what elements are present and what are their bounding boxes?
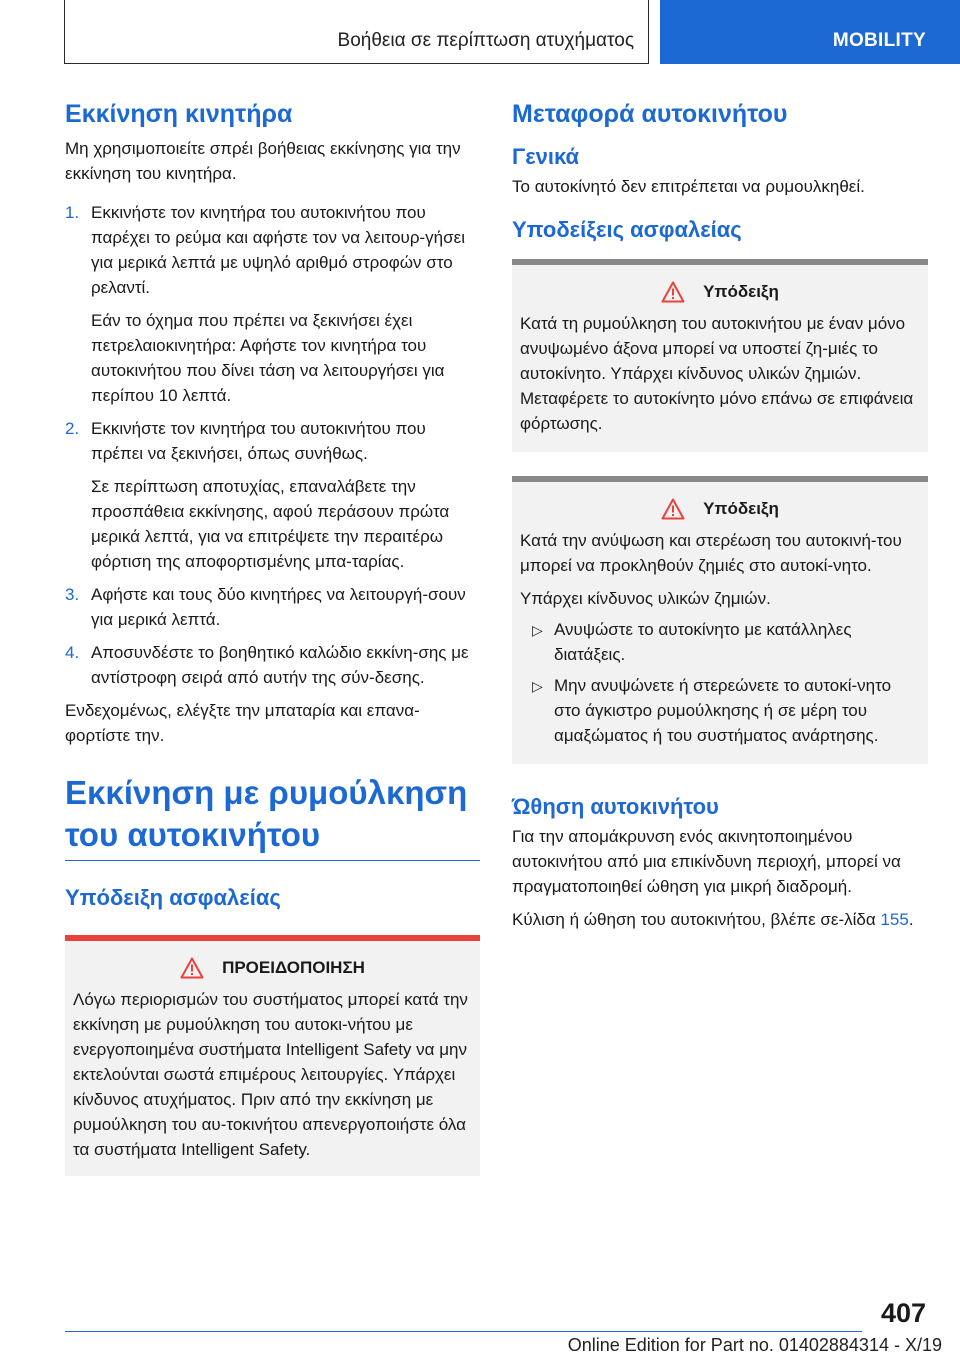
bullet-item	[520, 617, 920, 667]
warning-text: Λόγω περιορισμών του συστήματος μπορεί κατά την εκκίνηση με ρυμούλκηση του αυτοκι-νήτου με ενεργοποιημένα συστήματα Intelligent Safety να μην εκτελούνται σωστά επιμέρους λειτουργίες. Υπάρχει κίνδυνος ατυχήματος. Πριν από την εκκίνηση με ρυμούλκηση του αυ-τοκινήτου απενεργοποιήστε όλα τα συστήματα Intelligent Safety.	[73, 990, 468, 1159]
note-text-2: Υπάρχει κίνδυνος υλικών ζημιών.	[520, 589, 771, 608]
step-extra: Εάν το όχημα που πρέπει να ξεκινήσει έχει πετρελαιοκινητήρα: Αφήστε τον κινητήρα του αυτοκινήτου που δίνει τάση να λειτουργήσει για περίπου 10 λεπτά.	[91, 311, 445, 405]
tow-start-safety-heading: Υπόδειξη ασφαλείας	[65, 885, 281, 910]
step-item	[65, 582, 480, 632]
bullet-text: Μην ανυψώνετε ή στερεώνετε το αυτοκί-νητο στο άγκιστρο ρυμούλκησης ή σε μέρη του αμαξώματος ή του συστήματος ανάρτησης.	[554, 676, 892, 745]
general-heading: Γενικά	[512, 144, 580, 169]
step-item	[65, 416, 480, 574]
warning-label: ΠΡΟΕΙΔΟΠΟΙΗΣΗ	[222, 958, 365, 977]
warning-box	[65, 935, 480, 1176]
note-label: Υπόδειξη	[703, 282, 779, 301]
safety-heading: Υποδείξεις ασφαλείας	[512, 217, 742, 242]
push-heading: Ώθηση αυτοκινήτου	[512, 794, 719, 819]
warning-triangle-icon	[180, 957, 204, 979]
note-box-2	[512, 476, 928, 764]
step-item	[65, 200, 480, 408]
warning-header	[73, 957, 472, 979]
step-number: 2.	[65, 419, 80, 438]
warning-triangle-icon	[661, 281, 685, 303]
header-chapter-box	[64, 0, 649, 64]
step-item	[65, 640, 480, 690]
bullet-item	[520, 673, 920, 748]
step-text: Εκκινήστε τον κινητήρα του αυτοκινήτου που παρέχει το ρεύμα και αφήστε τον να λειτουρ-γήσει για μερικά λεπτά με υψηλό αριθμό στροφών στο ρελαντί.	[91, 203, 465, 297]
step-text: Αποσυνδέστε το βοηθητικό καλώδιο εκκίνη-σης με αντίστροφη σειρά από αυτήν της σύν-δεσης.	[91, 643, 469, 687]
footer-rule	[65, 1331, 862, 1332]
start-engine-steps	[65, 200, 480, 690]
push-text-2-suffix: .	[908, 910, 914, 929]
page-ref-link[interactable]: 155	[880, 910, 909, 929]
section-tab	[660, 0, 960, 64]
section-tab-label: MOBILITY	[832, 30, 926, 51]
warning-triangle-icon	[661, 498, 685, 520]
tow-start-heading-block	[65, 772, 480, 861]
chapter-title: Βοήθεια σε περίπτωση ατυχήματος	[337, 30, 634, 51]
triangle-right-icon: ▷	[532, 678, 543, 694]
push-text: Για την απομάκρυνση ενός ακινητοποιημένου αυτοκινήτου από μια επικίνδυνη περιοχή, μπορεί να πραγματοποιηθεί ώθηση για μικρή διαδρομή.	[512, 827, 901, 896]
general-text: Το αυτοκίνητό δεν επιτρέπεται να ρυμουλκηθεί.	[512, 177, 865, 196]
edition-text: Online Edition for Part no. 01402884314 - X/19	[567, 1335, 942, 1355]
step-extra: Σε περίπτωση αποτυχίας, επαναλάβετε την προσπάθεια εκκίνησης, αφού περάσουν πρώτα μερικά λεπτά, για να επιτρέψετε την περαιτέρω φόρτιση της αποφορτισμένης μπα-ταρίας.	[91, 477, 450, 571]
page-number: 407	[880, 1298, 926, 1328]
note-box-1	[512, 259, 928, 452]
tow-start-heading: Εκκίνηση με ρυμούλκηση του αυτοκινήτου	[65, 774, 468, 853]
note-header	[520, 498, 920, 520]
note-text: Κατά την ανύψωση και στερέωση του αυτοκινή-του μπορεί να προκληθούν ζημιές στο αυτοκί-νητο.	[520, 531, 902, 575]
start-engine-intro: Μη χρησιμοποιείτε σπρέι βοήθειας εκκίνησης για την εκκίνηση του κινητήρα.	[65, 139, 461, 183]
start-engine-outro: Ενδεχομένως, ελέγξτε την μπαταρία και επανα-φορτίστε την.	[65, 701, 420, 745]
note-label: Υπόδειξη	[703, 499, 779, 518]
bullet-text: Ανυψώστε το αυτοκίνητο με κατάλληλες διατάξεις.	[554, 620, 852, 664]
note-bullets	[520, 617, 920, 748]
transport-heading: Μεταφορά αυτοκινήτου	[512, 100, 788, 128]
note-header	[520, 281, 920, 303]
note-text: Κατά τη ρυμούλκηση του αυτοκινήτου με έναν μόνο ανυψωμένο άξονα μπορεί να υποστεί ζη-μιές το αυτοκίνητο. Υπάρχει κίνδυνος υλικών ζημιών. Μεταφέρετε το αυτοκίνητο μόνο επάνω σε επιφάνεια φόρτωσης.	[520, 314, 914, 433]
step-number: 1.	[65, 203, 80, 222]
start-engine-heading: Εκκίνηση κινητήρα	[65, 100, 293, 128]
left-column	[65, 98, 480, 1176]
push-text-2	[512, 907, 928, 932]
step-number: 4.	[65, 643, 80, 662]
right-column	[512, 98, 928, 932]
triangle-right-icon: ▷	[532, 622, 543, 638]
step-number: 3.	[65, 585, 80, 604]
step-text: Αφήστε και τους δύο κινητήρες να λειτουργή-σουν για μερικά λεπτά.	[91, 585, 466, 629]
push-text-2-prefix: Κύλιση ή ώθηση του αυτοκινήτου, βλέπε σε-λίδα	[512, 910, 881, 929]
step-text: Εκκινήστε τον κινητήρα του αυτοκινήτου που πρέπει να ξεκινήσει, όπως συνήθως.	[91, 419, 426, 463]
